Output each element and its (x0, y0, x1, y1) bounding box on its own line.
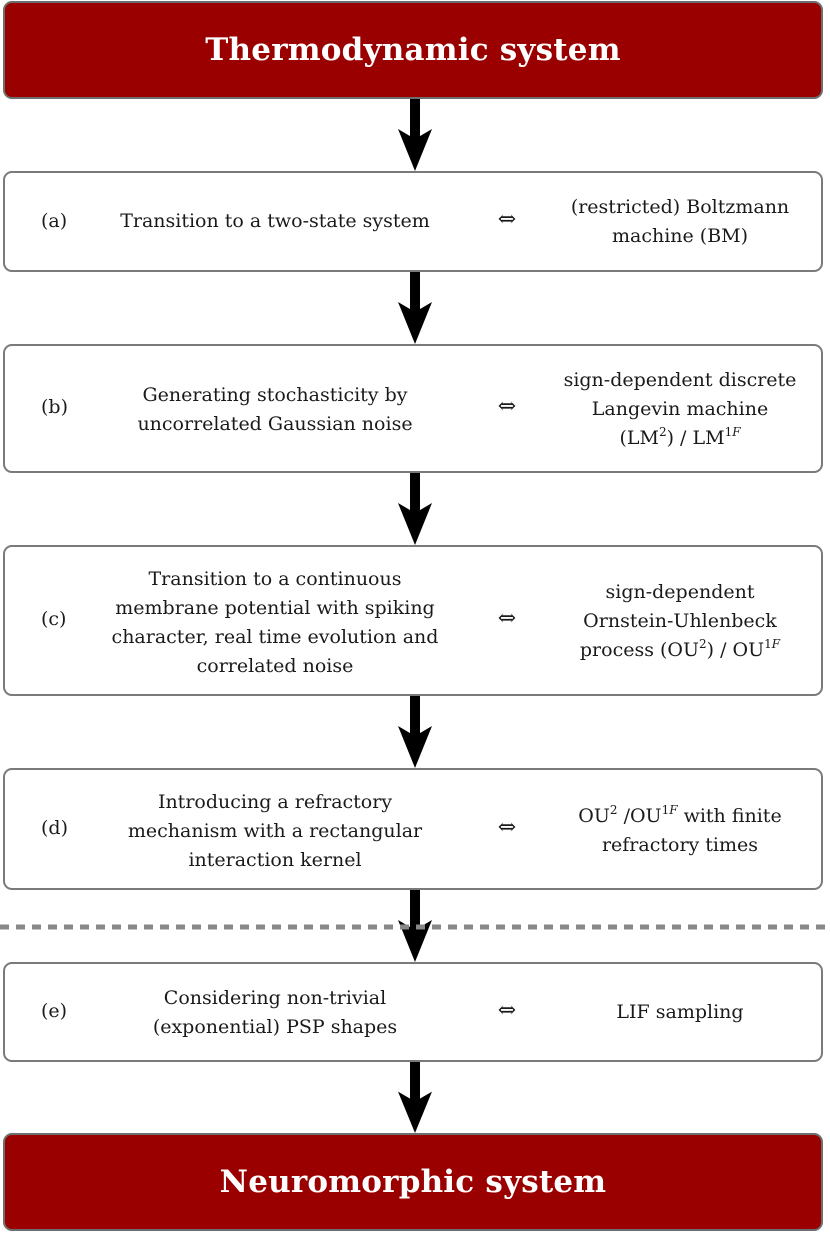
step-b-description (100, 381, 450, 439)
step-b-eq-line: Langevin machine (591, 398, 769, 420)
step-d-desc-line: Introducing a refractory (157, 791, 393, 813)
step-a-equivalent (535, 193, 825, 251)
step-c-desc-line: membrane potential with spiking (115, 597, 435, 619)
step-e-description (100, 984, 450, 1042)
step-b-equivalence: ⇔ (497, 394, 517, 419)
header-title: Thermodynamic system (205, 32, 621, 68)
step-e-label: (e) (41, 1000, 68, 1022)
step-d-desc-line: mechanism with a rectangular (127, 820, 423, 842)
neuromorphic-system-box (3, 1133, 823, 1231)
step-b-label: (b) (41, 396, 68, 418)
step-d-box (3, 768, 823, 890)
down-arrow-icon (398, 1062, 432, 1133)
step-c-desc-line: character, real time evolution and (111, 626, 439, 648)
step-c-desc-line: Transition to a continuous (148, 568, 402, 590)
step-b-eq-line: sign-dependent discrete (563, 369, 797, 391)
footer-title: Neuromorphic system (219, 1164, 607, 1200)
dashed-divider (0, 924, 830, 930)
step-a-equivalence: ⇔ (497, 207, 517, 232)
step-d-label: (d) (41, 817, 68, 839)
down-arrow-icon (398, 272, 432, 344)
step-b-desc-line: Generating stochasticity by (142, 384, 408, 406)
step-c-eq-line: Ornstein-Uhlenbeck (583, 610, 777, 632)
step-c-eq-line: process $(OU^2) / OU^{1F}$ (579, 636, 781, 661)
step-b-box (3, 344, 823, 473)
down-arrow-icon (398, 473, 432, 545)
step-e-equivalence: ⇔ (497, 998, 517, 1023)
step-b-eq-line: $(LM^2) / LM^{1F}$ (619, 424, 741, 449)
step-e-eq-line: LIF sampling (616, 1001, 744, 1023)
step-e-equivalent (535, 998, 825, 1027)
step-d-equivalence: ⇔ (497, 815, 517, 840)
step-a-eq-line: (restricted) Boltzmann (570, 196, 790, 218)
step-a-box (3, 171, 823, 272)
step-e-box (3, 962, 823, 1062)
step-c-eq-line: sign-dependent (605, 581, 755, 603)
down-arrow-icon (398, 99, 432, 171)
step-a-eq-line: machine (BM) (611, 225, 749, 247)
step-b-desc-line: uncorrelated Gaussian noise (137, 413, 413, 435)
step-a-label: (a) (41, 210, 68, 232)
step-e-desc-line: Considering non-trivial (163, 987, 387, 1009)
step-c-equivalent (535, 578, 825, 665)
step-c-description (100, 565, 450, 681)
step-a-description (100, 207, 450, 236)
step-e-desc-line: (exponential) PSP shapes (152, 1016, 398, 1038)
step-d-description (100, 788, 450, 875)
step-a-desc-line: Transition to a two-state system (120, 210, 430, 232)
thermodynamic-system-box (3, 1, 823, 99)
step-c-label: (c) (41, 608, 67, 630)
step-d-eq-line: refractory times (601, 834, 759, 856)
down-arrow-icon (398, 696, 432, 768)
step-c-equivalence: ⇔ (497, 606, 517, 631)
step-b-equivalent (535, 366, 825, 453)
step-d-eq-line: $OU^2$ $/OU^{1F}$ with finite (578, 802, 782, 827)
step-d-equivalent (535, 802, 825, 860)
step-d-desc-line: interaction kernel (188, 849, 362, 871)
step-c-desc-line: correlated noise (196, 655, 354, 677)
step-c-box (3, 545, 823, 696)
